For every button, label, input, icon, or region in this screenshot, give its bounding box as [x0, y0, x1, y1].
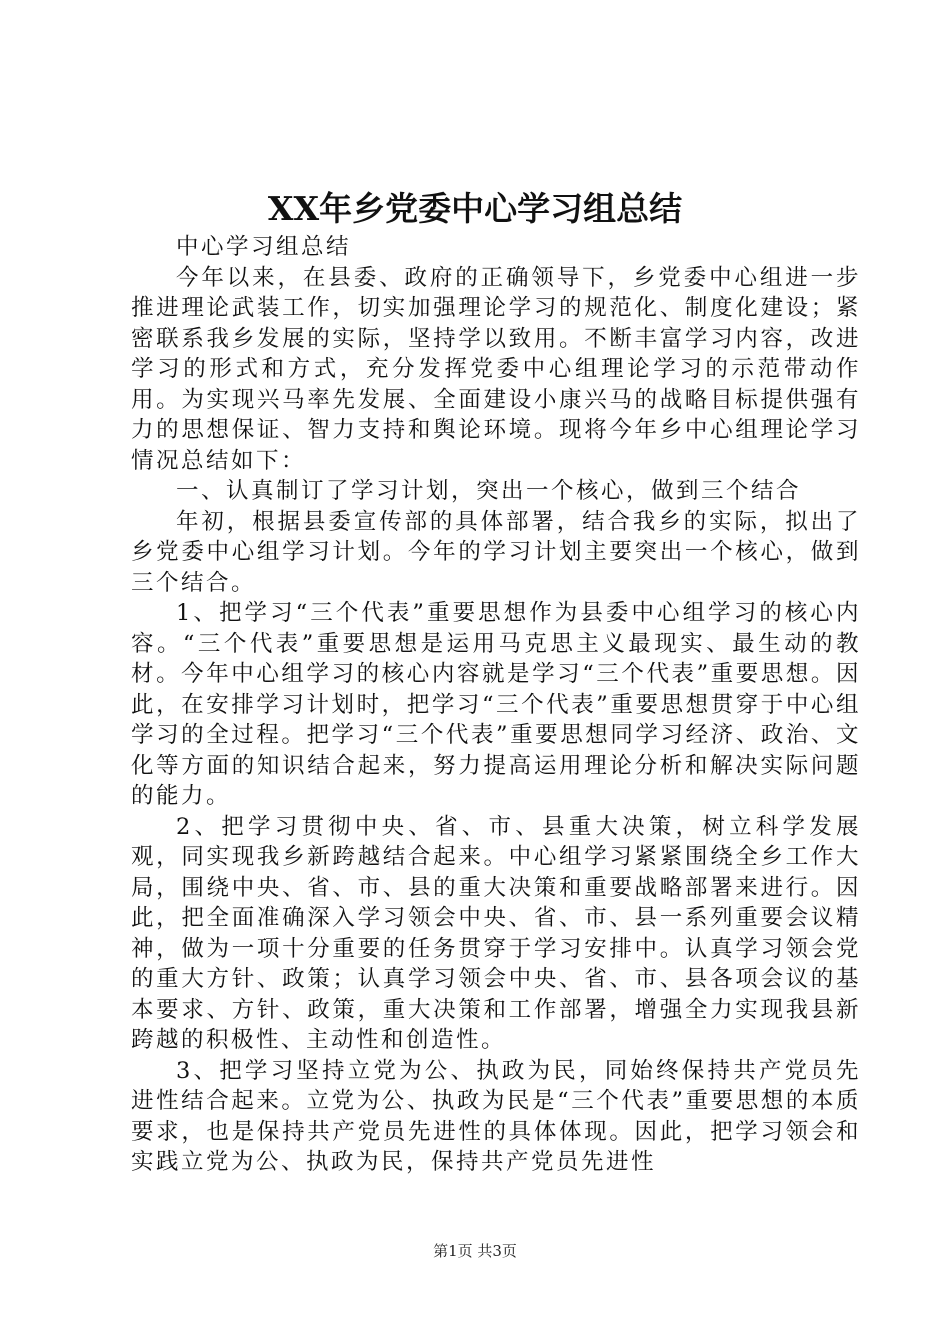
document-body [131, 232, 861, 1178]
paragraph-item-3: 3、把学习坚持立党为公、执政为民，同始终保持共产党员先进性结合起来。立党为公、执政为民是“三个代表”重要思想的本质要求，也是保持共产党员先进性的具体体现。因此，把学习领会和实践立党为公、执政为民，保持共产党员先进性 [131, 1057, 861, 1175]
paragraph-item-1: 1、把学习“三个代表”重要思想作为县委中心组学习的核心内容。“三个代表”重要思想是运用马克思主义最现实、最生动的教材。今年中心组学习的核心内容就是学习“三个代表”重要思想。因此，在安排学习计划时，把学习“三个代表”重要思想贯穿于中心组学习的全过程。把学习“三个代表”重要思想同学习经济、政治、文化等方面的知识结合起来，努力提高运用理论分析和解决实际问题的能力。 [131, 600, 861, 809]
paragraph-intro: 今年以来，在县委、政府的正确领导下，乡党委中心组进一步推进理论武装工作，切实加强理论学习的规范化、制度化建设；紧密联系我乡发展的实际，坚持学以致用。不断丰富学习内容，改进学习的形式和方式，充分发挥党委中心组理论学习的示范带动作用。为实现兴马率先发展、全面建设小康兴马的战略目标提供强有力的思想保证、智力支持和舆论环境。现将今年乡中心组理论学习情况总结如下： [131, 264, 861, 474]
paragraph-plan: 年初，根据县委宣传部的具体部署，结合我乡的实际，拟出了乡党委中心组学习计划。今年的学习计划主要突出一个核心，做到三个结合。 [131, 508, 861, 596]
section-heading-1: 一、认真制订了学习计划，突出一个核心，做到三个结合 [176, 478, 802, 504]
page-footer: 第1页 共3页 [433, 1242, 517, 1260]
paragraph-subtitle: 中心学习组总结 [176, 234, 352, 260]
paragraph-item-2: 2、把学习贯彻中央、省、市、县重大决策，树立科学发展观，同实现我乡新跨越结合起来。中心组学习紧紧围绕全乡工作大局，围绕中央、省、市、县的重大决策和重要战略部署来进行。因此，把全面准确深入学习领会中央、省、市、县一系列重要会议精神，做为一项十分重要的任务贯穿于学习安排中。认真学习领会党的重大方针、政策；认真学习领会中央、省、市、县各项会议的基本要求、方针、政策，重大决策和工作部署，增强全力实现我县新跨越的积极性、主动性和创造性。 [131, 813, 861, 1053]
document-title: XX年乡党委中心学习组总结 [267, 189, 683, 228]
